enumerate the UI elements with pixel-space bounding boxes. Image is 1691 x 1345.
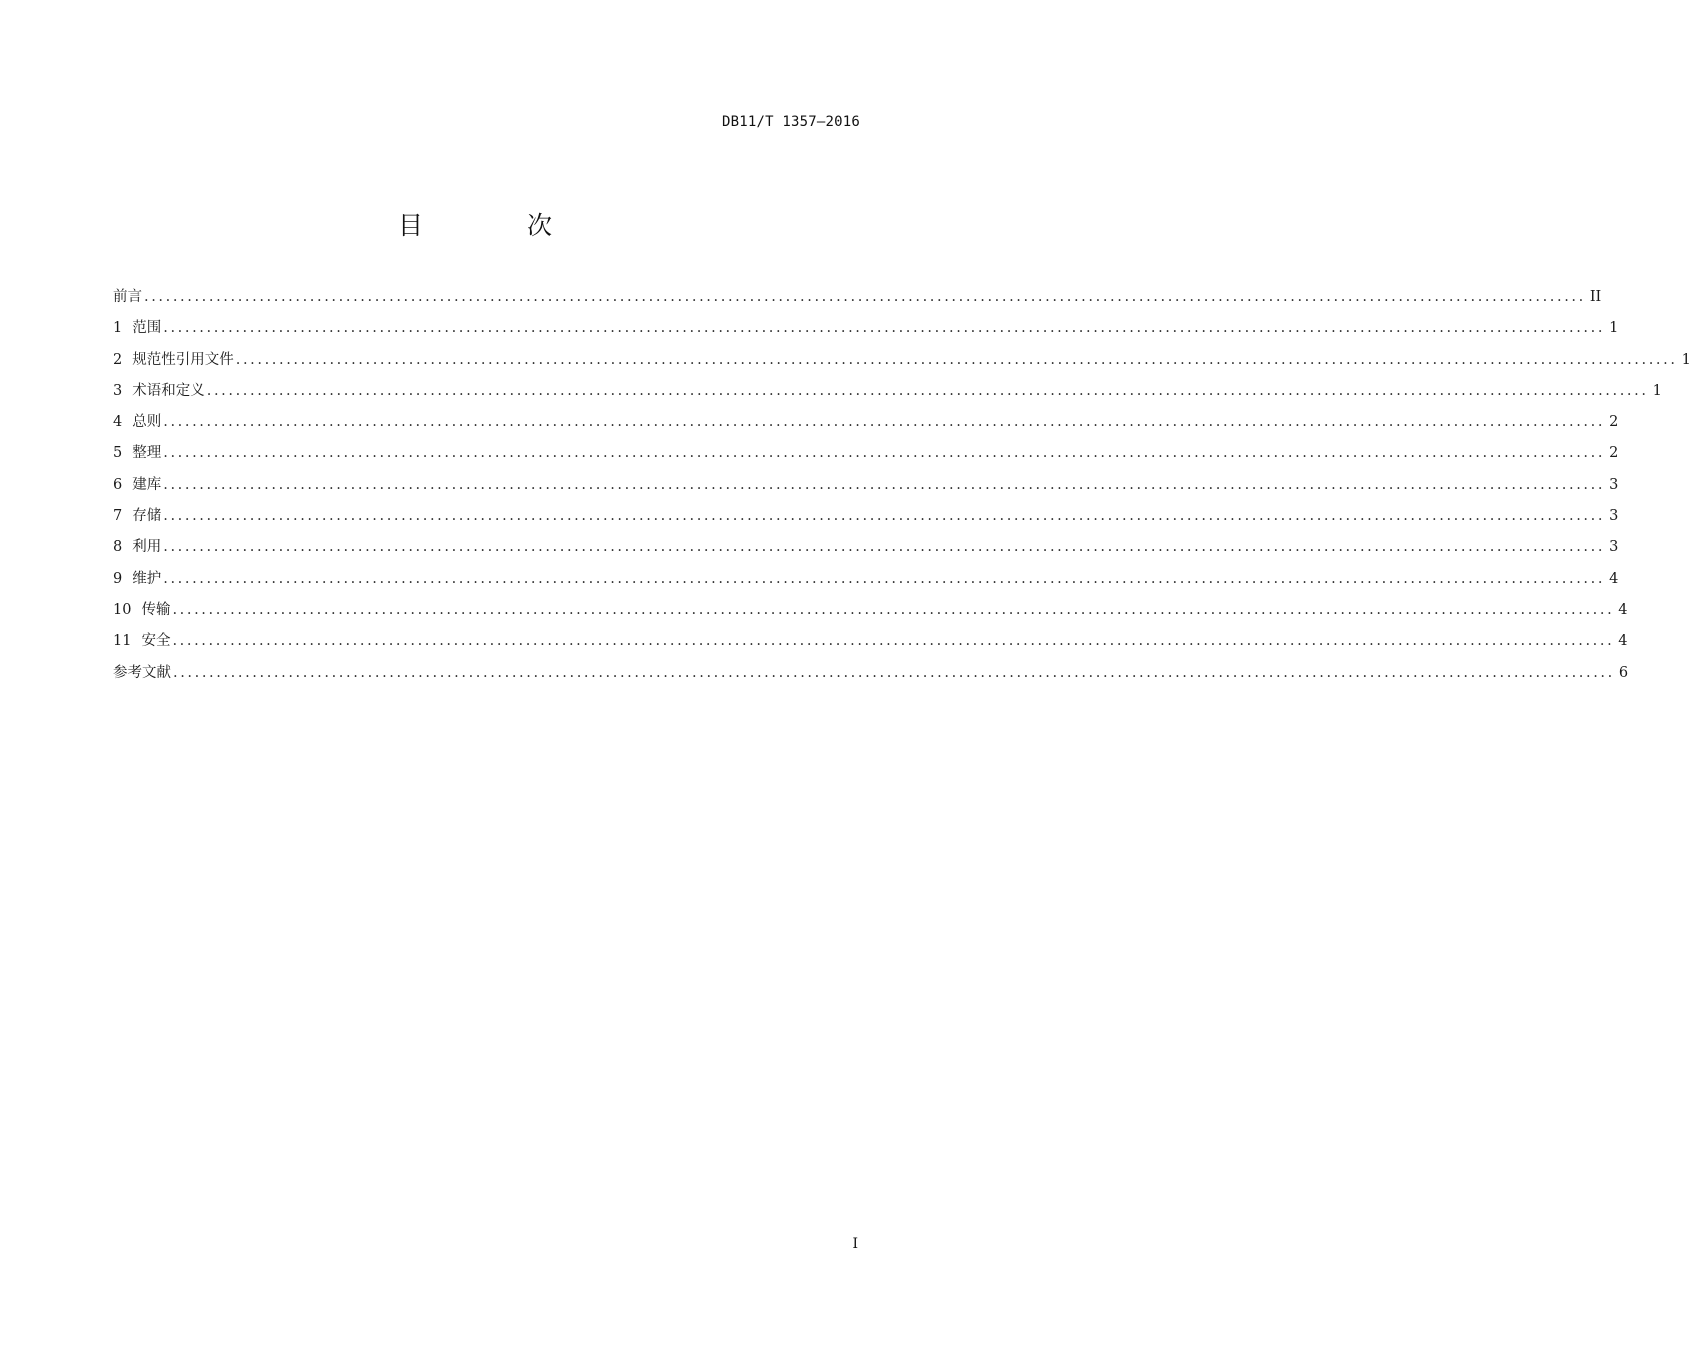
toc-entry-page: 4: [1618, 633, 1628, 650]
toc-dot-leader: ........................................................................................................................................................................................................: [163, 570, 1606, 587]
toc-entry-page: 3: [1609, 539, 1619, 556]
toc-entry-label: 前言: [113, 289, 142, 305]
toc-entry-number: 3: [113, 382, 123, 399]
toc-dot-leader: ........................................................................................................................................................................................................: [163, 476, 1606, 493]
toc-entry-number: 10: [113, 601, 132, 618]
toc-entry-label: 维护: [132, 570, 162, 587]
toc-entry-label: 术语和定义: [132, 382, 205, 399]
toc-dot-leader: ........................................................................................................................................................................................................: [163, 508, 1606, 525]
toc-entry-page: 4: [1618, 601, 1628, 618]
toc-entry-number: 1: [113, 320, 123, 337]
toc-entry-label: 安全: [141, 633, 171, 650]
toc-entry-label: 存储: [132, 508, 162, 525]
toc-entry-label: 建库: [132, 476, 162, 493]
toc-entry-label: 规范性引用文件: [132, 351, 234, 368]
toc-entry-label: 总则: [132, 414, 162, 431]
toc-entry-page: 3: [1609, 476, 1619, 493]
toc-entry-page: 1: [1681, 351, 1691, 368]
toc-entry-page: 4: [1609, 570, 1619, 587]
toc-entry-label: 参考文献: [113, 664, 171, 681]
toc-entry-page: II: [1589, 289, 1602, 305]
toc-entry[interactable]: [113, 442, 1619, 473]
toc-entry-page: 1: [1652, 382, 1662, 399]
toc-entry-label: 整理: [132, 445, 162, 462]
toc-dot-leader: ........................................................................................................................................................................................................: [163, 320, 1606, 337]
toc-entry-page: 3: [1609, 508, 1619, 525]
toc-entry-page: 6: [1618, 664, 1629, 681]
toc-dot-leader: ........................................................................................................................................................................................................: [173, 664, 1615, 681]
toc-entry-number: 6: [113, 476, 123, 493]
toc-entry-number: 9: [113, 570, 123, 587]
toc-entry[interactable]: [113, 349, 1691, 380]
toc-entry[interactable]: [113, 630, 1628, 661]
page-number: I: [852, 1236, 858, 1252]
toc-entry[interactable]: [113, 599, 1628, 630]
toc-entry-label: 利用: [132, 539, 162, 556]
toc-dot-leader: ........................................................................................................................................................................................................: [172, 601, 1615, 618]
toc-entry[interactable]: [113, 286, 1602, 317]
toc-title: 目 次: [398, 211, 600, 240]
toc-entry[interactable]: [113, 317, 1619, 348]
toc-entry-page: 2: [1609, 445, 1619, 462]
toc-dot-leader: ........................................................................................................................................................................................................: [235, 351, 1678, 368]
toc-dot-leader: ........................................................................................................................................................................................................: [144, 289, 1586, 305]
toc-entry-number: 5: [113, 445, 123, 462]
toc-entry-label: 传输: [141, 601, 171, 618]
toc-entry[interactable]: [113, 411, 1619, 442]
toc-dot-leader: ........................................................................................................................................................................................................: [163, 539, 1606, 556]
toc-entry[interactable]: [113, 662, 1629, 693]
toc-entry-number: 2: [113, 351, 123, 368]
table-of-contents: [113, 286, 1691, 693]
toc-entry[interactable]: [113, 380, 1662, 411]
document-code: DB11/T 1357—2016: [721, 114, 860, 130]
toc-entry[interactable]: [113, 505, 1619, 536]
toc-entry-number: 7: [113, 508, 123, 525]
toc-entry-number: 8: [113, 539, 123, 556]
toc-entry[interactable]: [113, 536, 1619, 567]
toc-entry-page: 2: [1609, 414, 1619, 431]
toc-entry-number: 4: [113, 414, 123, 431]
toc-entry[interactable]: [113, 474, 1619, 505]
toc-dot-leader: ........................................................................................................................................................................................................: [163, 445, 1606, 462]
toc-dot-leader: ........................................................................................................................................................................................................: [172, 633, 1615, 650]
toc-entry-page: 1: [1609, 320, 1619, 337]
toc-dot-leader: ........................................................................................................................................................................................................: [206, 382, 1649, 399]
toc-entry[interactable]: [113, 568, 1619, 599]
toc-dot-leader: ........................................................................................................................................................................................................: [163, 414, 1606, 431]
toc-entry-number: 11: [113, 633, 132, 650]
toc-entry-label: 范围: [132, 320, 162, 337]
